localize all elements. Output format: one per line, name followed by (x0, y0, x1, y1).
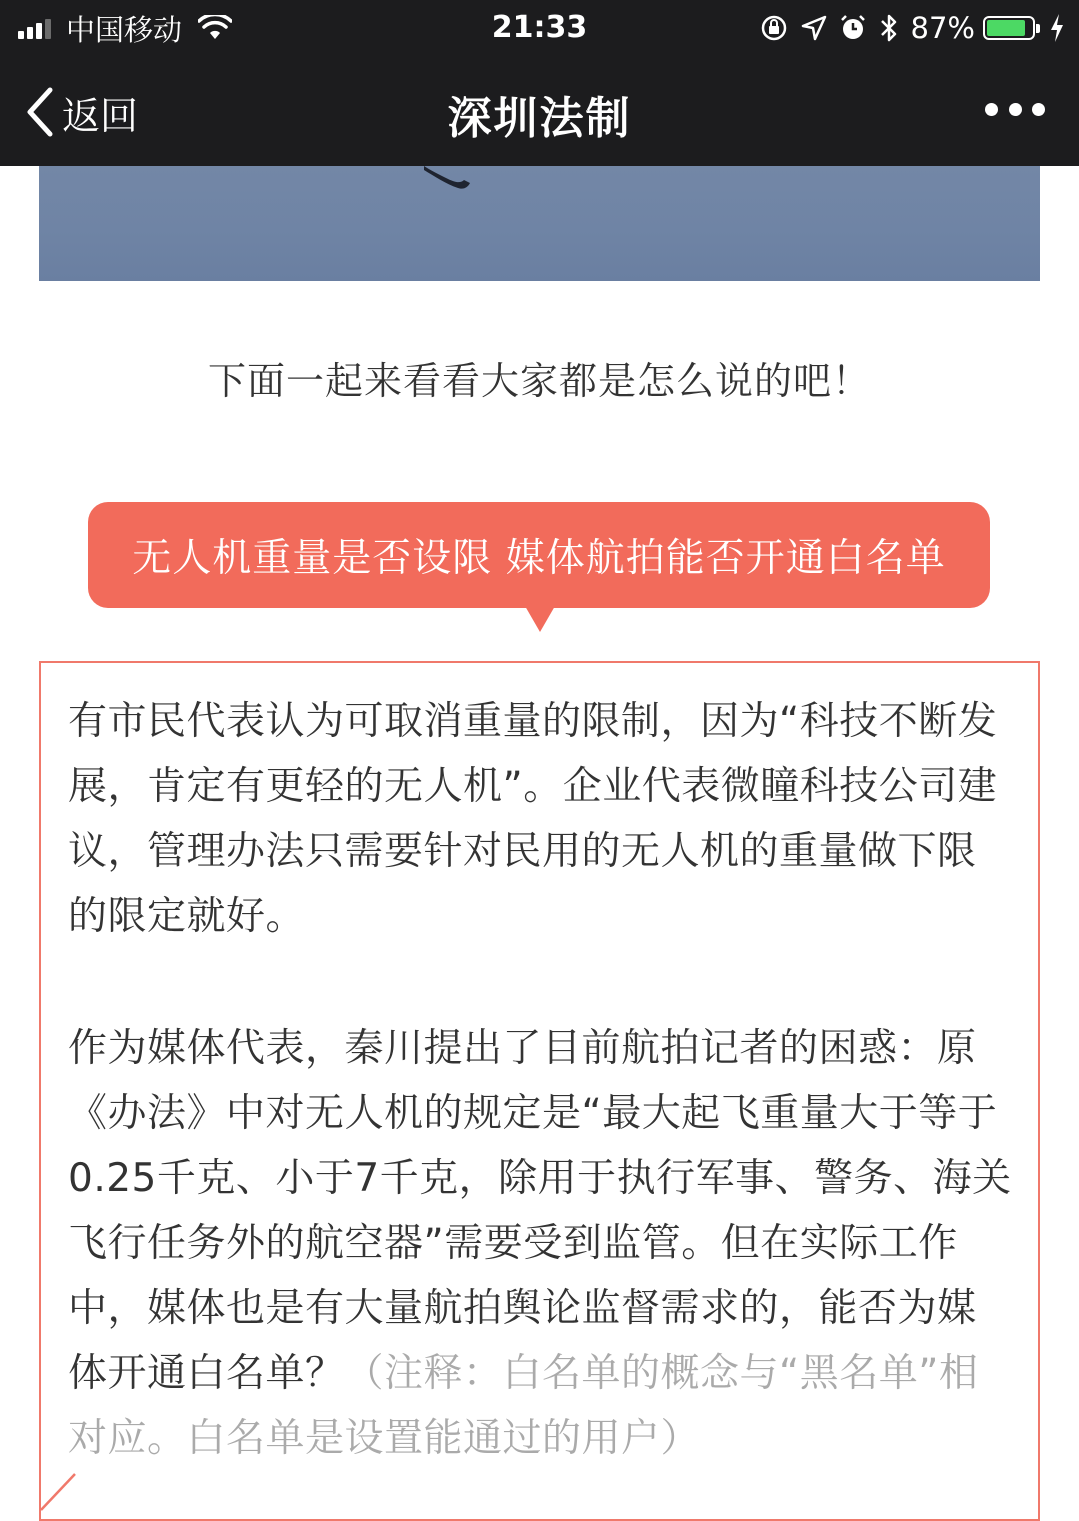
battery-percent: 87% (910, 11, 975, 45)
charging-icon (1049, 13, 1065, 43)
back-label: 返回 (62, 93, 139, 138)
status-right (747, 10, 1065, 46)
page-title: 深圳法制 (447, 93, 632, 144)
section-heading (88, 502, 990, 608)
battery-icon (983, 16, 1035, 40)
box-corner-decoration (39, 1470, 79, 1512)
orientation-lock-icon (759, 13, 789, 43)
bluetooth-icon (879, 13, 899, 43)
top-bar (0, 0, 1079, 166)
paragraph-2-note: （注释：白名单的概念与“黑名单”相对应。白名单是设置能通过的用户） (68, 1351, 979, 1461)
carrier-label: 中国移动 (66, 12, 183, 47)
drone-silhouette-icon (424, 166, 484, 196)
more-icon[interactable] (985, 94, 1045, 124)
section-heading-pointer (525, 606, 555, 632)
nav-bar (0, 56, 1079, 166)
status-time: 21:33 (491, 10, 588, 45)
article-paragraph-2 (68, 1016, 1013, 1471)
article-image (39, 166, 1040, 281)
location-icon (801, 15, 827, 41)
battery-fill (987, 20, 1025, 36)
section-heading-text: 无人机重量是否设限 媒体航拍能否开通白名单 (132, 536, 946, 581)
paragraph-2-main: 作为媒体代表，秦川提出了目前航拍记者的困惑：原《办法》中对无人机的规定是“最大起飞重量大于等于0.25千克、小于7千克，除用于执行军事、警务、海关飞行任务外的航空器”需要受到监管。但在实际工作中，媒体也是有大量航拍舆论监督需求的，能否为媒体开通白名单？ (68, 1026, 1012, 1396)
alarm-icon (839, 14, 867, 42)
status-bar (0, 0, 1079, 56)
intro-text: 下面一起来看看大家都是怎么说的吧！ (207, 359, 871, 403)
article-paragraph-1: 有市民代表认为可取消重量的限制，因为“科技不断发展，肯定有更轻的无人机”。企业代表微瞳科技公司建议，管理办法只需要针对民用的无人机的重量做下限的限定就好。 (68, 699, 998, 939)
